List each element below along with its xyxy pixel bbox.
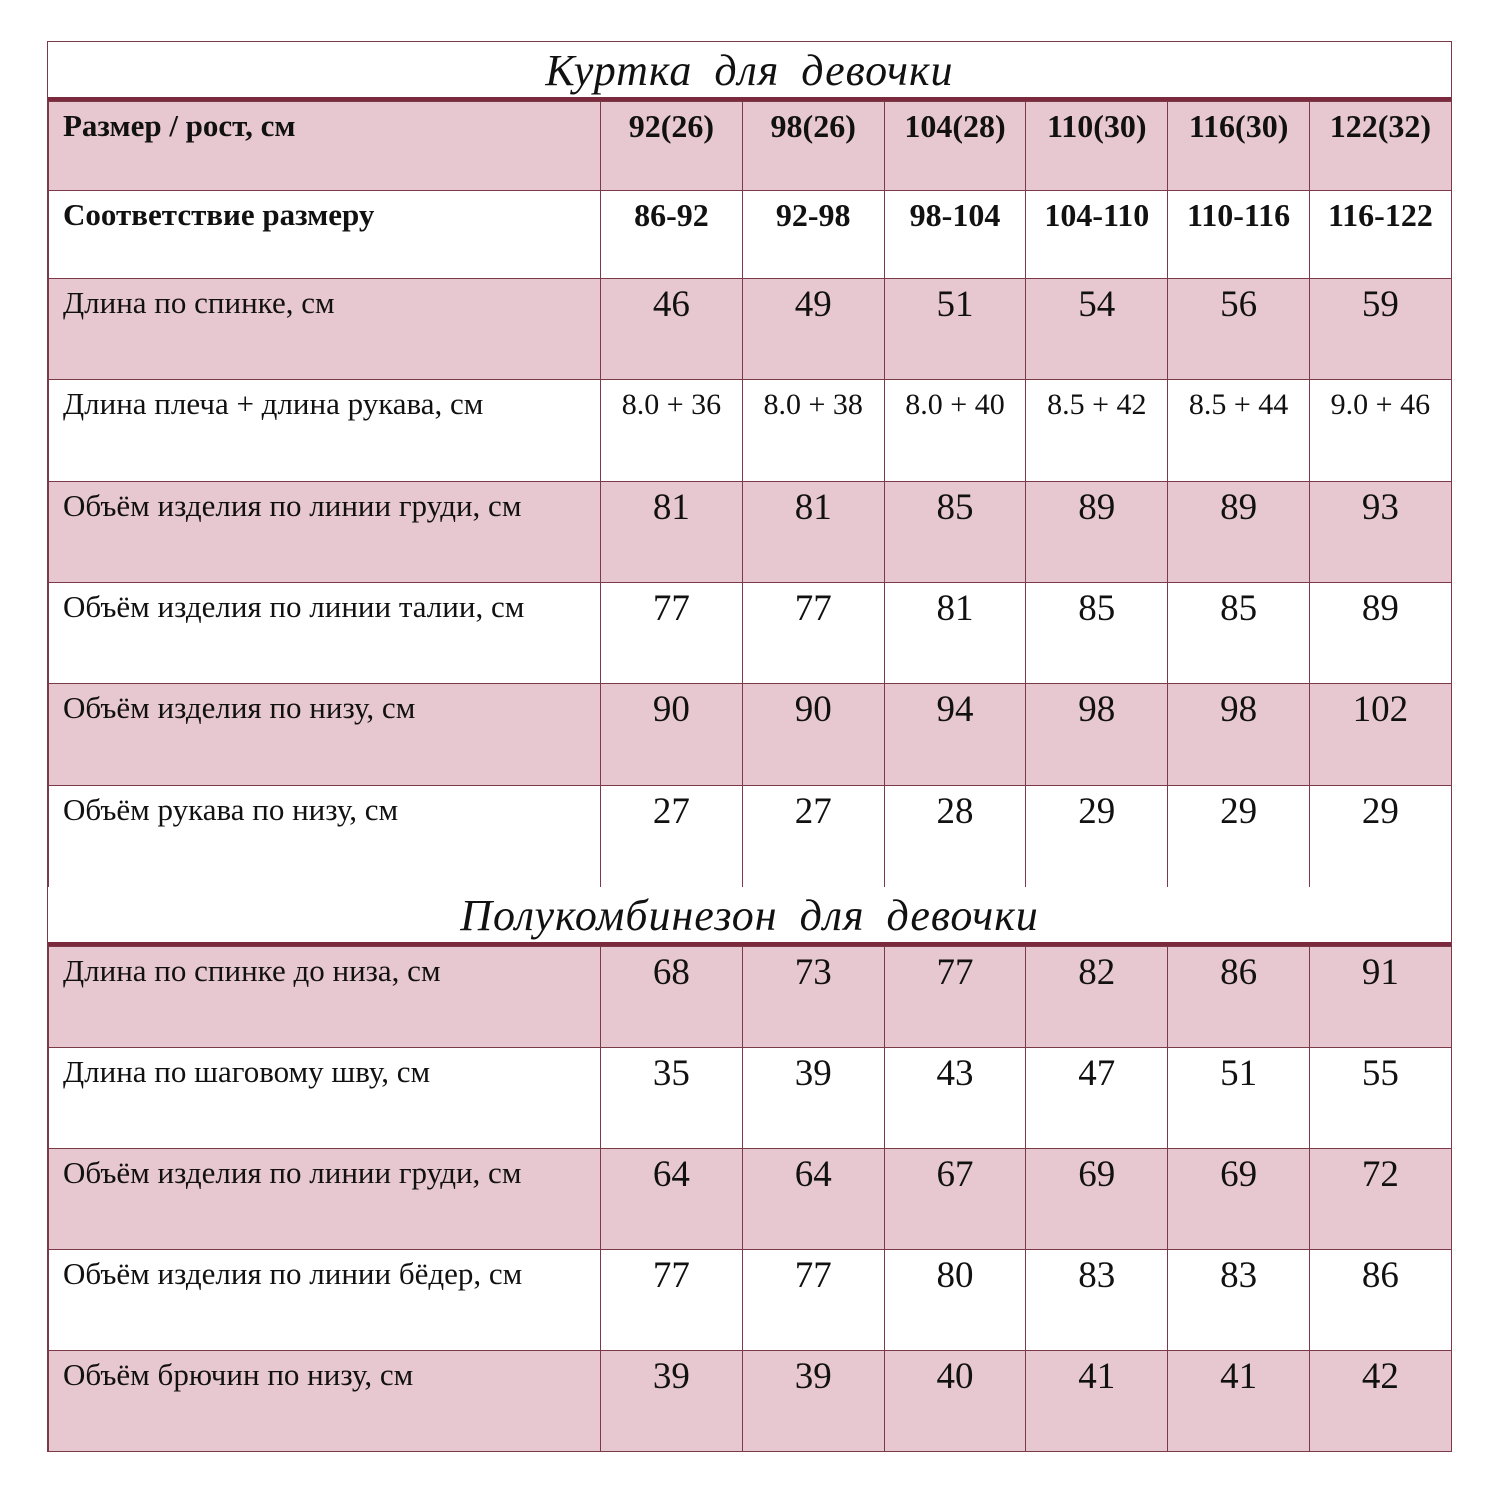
table-row — [49, 583, 1452, 684]
value-cell: 85 — [1168, 583, 1310, 684]
value-cell: 29 — [1026, 786, 1168, 888]
value-cell: 116-122 — [1309, 191, 1451, 279]
value-cell: 28 — [884, 786, 1026, 888]
value-cell: 77 — [601, 583, 743, 684]
value-cell: 86 — [1309, 1250, 1451, 1351]
value-cell: 39 — [742, 1351, 884, 1452]
value-cell: 59 — [1309, 279, 1451, 380]
value-cell: 8.0 + 36 — [601, 380, 743, 482]
size-header-cell: 92(26) — [601, 102, 743, 191]
row-label: Длина плеча + длина рукава, см — [49, 380, 601, 482]
table-row — [49, 786, 1452, 888]
value-cell: 77 — [601, 1250, 743, 1351]
table-row — [49, 947, 1452, 1048]
value-cell: 9.0 + 46 — [1309, 380, 1451, 482]
value-cell: 55 — [1309, 1048, 1451, 1149]
row-label: Объём рукава по низу, см — [49, 786, 601, 888]
table-row — [49, 191, 1452, 279]
value-cell: 81 — [601, 482, 743, 583]
value-cell: 83 — [1026, 1250, 1168, 1351]
value-cell: 49 — [742, 279, 884, 380]
value-cell: 64 — [742, 1149, 884, 1250]
row-label: Длина по спинке до низа, см — [49, 947, 601, 1048]
value-cell: 92-98 — [742, 191, 884, 279]
size-header-cell: 122(32) — [1309, 102, 1451, 191]
size-header-cell: 104(28) — [884, 102, 1026, 191]
table-row — [49, 1048, 1452, 1149]
row-label: Длина по шаговому шву, см — [49, 1048, 601, 1149]
value-cell: 104-110 — [1026, 191, 1168, 279]
value-cell: 85 — [1026, 583, 1168, 684]
value-cell: 8.5 + 44 — [1168, 380, 1310, 482]
row-label: Объём изделия по низу, см — [49, 684, 601, 786]
value-cell: 41 — [1026, 1351, 1168, 1452]
value-cell: 68 — [601, 947, 743, 1048]
table-row — [49, 482, 1452, 583]
overalls-title: Полукомбинезон для девочки — [48, 887, 1451, 943]
value-cell: 69 — [1026, 1149, 1168, 1250]
row-label: Объём изделия по линии бёдер, см — [49, 1250, 601, 1351]
value-cell: 42 — [1309, 1351, 1451, 1452]
size-header-cell: 98(26) — [742, 102, 884, 191]
row-label: Объём изделия по линии груди, см — [49, 1149, 601, 1250]
row-label: Объём изделия по линии груди, см — [49, 482, 601, 583]
row-label: Соответствие размеру — [49, 191, 601, 279]
value-cell: 86-92 — [601, 191, 743, 279]
table-row — [49, 102, 1452, 191]
value-cell: 98 — [1168, 684, 1310, 786]
value-cell: 89 — [1168, 482, 1310, 583]
row-label: Объём брючин по низу, см — [49, 1351, 601, 1452]
value-cell: 86 — [1168, 947, 1310, 1048]
value-cell: 72 — [1309, 1149, 1451, 1250]
value-cell: 94 — [884, 684, 1026, 786]
row-label: Длина по спинке, см — [49, 279, 601, 380]
value-cell: 77 — [742, 1250, 884, 1351]
value-cell: 93 — [1309, 482, 1451, 583]
value-cell: 43 — [884, 1048, 1026, 1149]
overalls-size-table — [48, 946, 1452, 1452]
value-cell: 51 — [884, 279, 1026, 380]
value-cell: 81 — [884, 583, 1026, 684]
row-label: Объём изделия по линии талии, см — [49, 583, 601, 684]
value-cell: 27 — [601, 786, 743, 888]
table-row — [49, 279, 1452, 380]
size-header-cell: 110(30) — [1026, 102, 1168, 191]
value-cell: 83 — [1168, 1250, 1310, 1351]
value-cell: 89 — [1026, 482, 1168, 583]
value-cell: 77 — [884, 947, 1026, 1048]
value-cell: 98 — [1026, 684, 1168, 786]
value-cell: 82 — [1026, 947, 1168, 1048]
value-cell: 39 — [601, 1351, 743, 1452]
value-cell: 8.5 + 42 — [1026, 380, 1168, 482]
jacket-size-table — [48, 101, 1452, 888]
value-cell: 80 — [884, 1250, 1026, 1351]
value-cell: 89 — [1309, 583, 1451, 684]
jacket-title: Куртка для девочки — [48, 42, 1451, 98]
value-cell: 54 — [1026, 279, 1168, 380]
table-row — [49, 1149, 1452, 1250]
value-cell: 85 — [884, 482, 1026, 583]
value-cell: 27 — [742, 786, 884, 888]
value-cell: 69 — [1168, 1149, 1310, 1250]
value-cell: 29 — [1309, 786, 1451, 888]
value-cell: 40 — [884, 1351, 1026, 1452]
value-cell: 73 — [742, 947, 884, 1048]
table-row — [49, 380, 1452, 482]
value-cell: 47 — [1026, 1048, 1168, 1149]
value-cell: 8.0 + 38 — [742, 380, 884, 482]
value-cell: 67 — [884, 1149, 1026, 1250]
value-cell: 41 — [1168, 1351, 1310, 1452]
value-cell: 39 — [742, 1048, 884, 1149]
value-cell: 90 — [601, 684, 743, 786]
value-cell: 102 — [1309, 684, 1451, 786]
value-cell: 51 — [1168, 1048, 1310, 1149]
value-cell: 98-104 — [884, 191, 1026, 279]
value-cell: 35 — [601, 1048, 743, 1149]
value-cell: 8.0 + 40 — [884, 380, 1026, 482]
value-cell: 77 — [742, 583, 884, 684]
value-cell: 64 — [601, 1149, 743, 1250]
size-header-cell: 116(30) — [1168, 102, 1310, 191]
table-row — [49, 1351, 1452, 1452]
value-cell: 56 — [1168, 279, 1310, 380]
value-cell: 46 — [601, 279, 743, 380]
value-cell: 91 — [1309, 947, 1451, 1048]
value-cell: 81 — [742, 482, 884, 583]
value-cell: 110-116 — [1168, 191, 1310, 279]
table-row — [49, 1250, 1452, 1351]
table-row — [49, 684, 1452, 786]
row-label: Размер / рост, см — [49, 102, 601, 191]
value-cell: 29 — [1168, 786, 1310, 888]
value-cell: 90 — [742, 684, 884, 786]
